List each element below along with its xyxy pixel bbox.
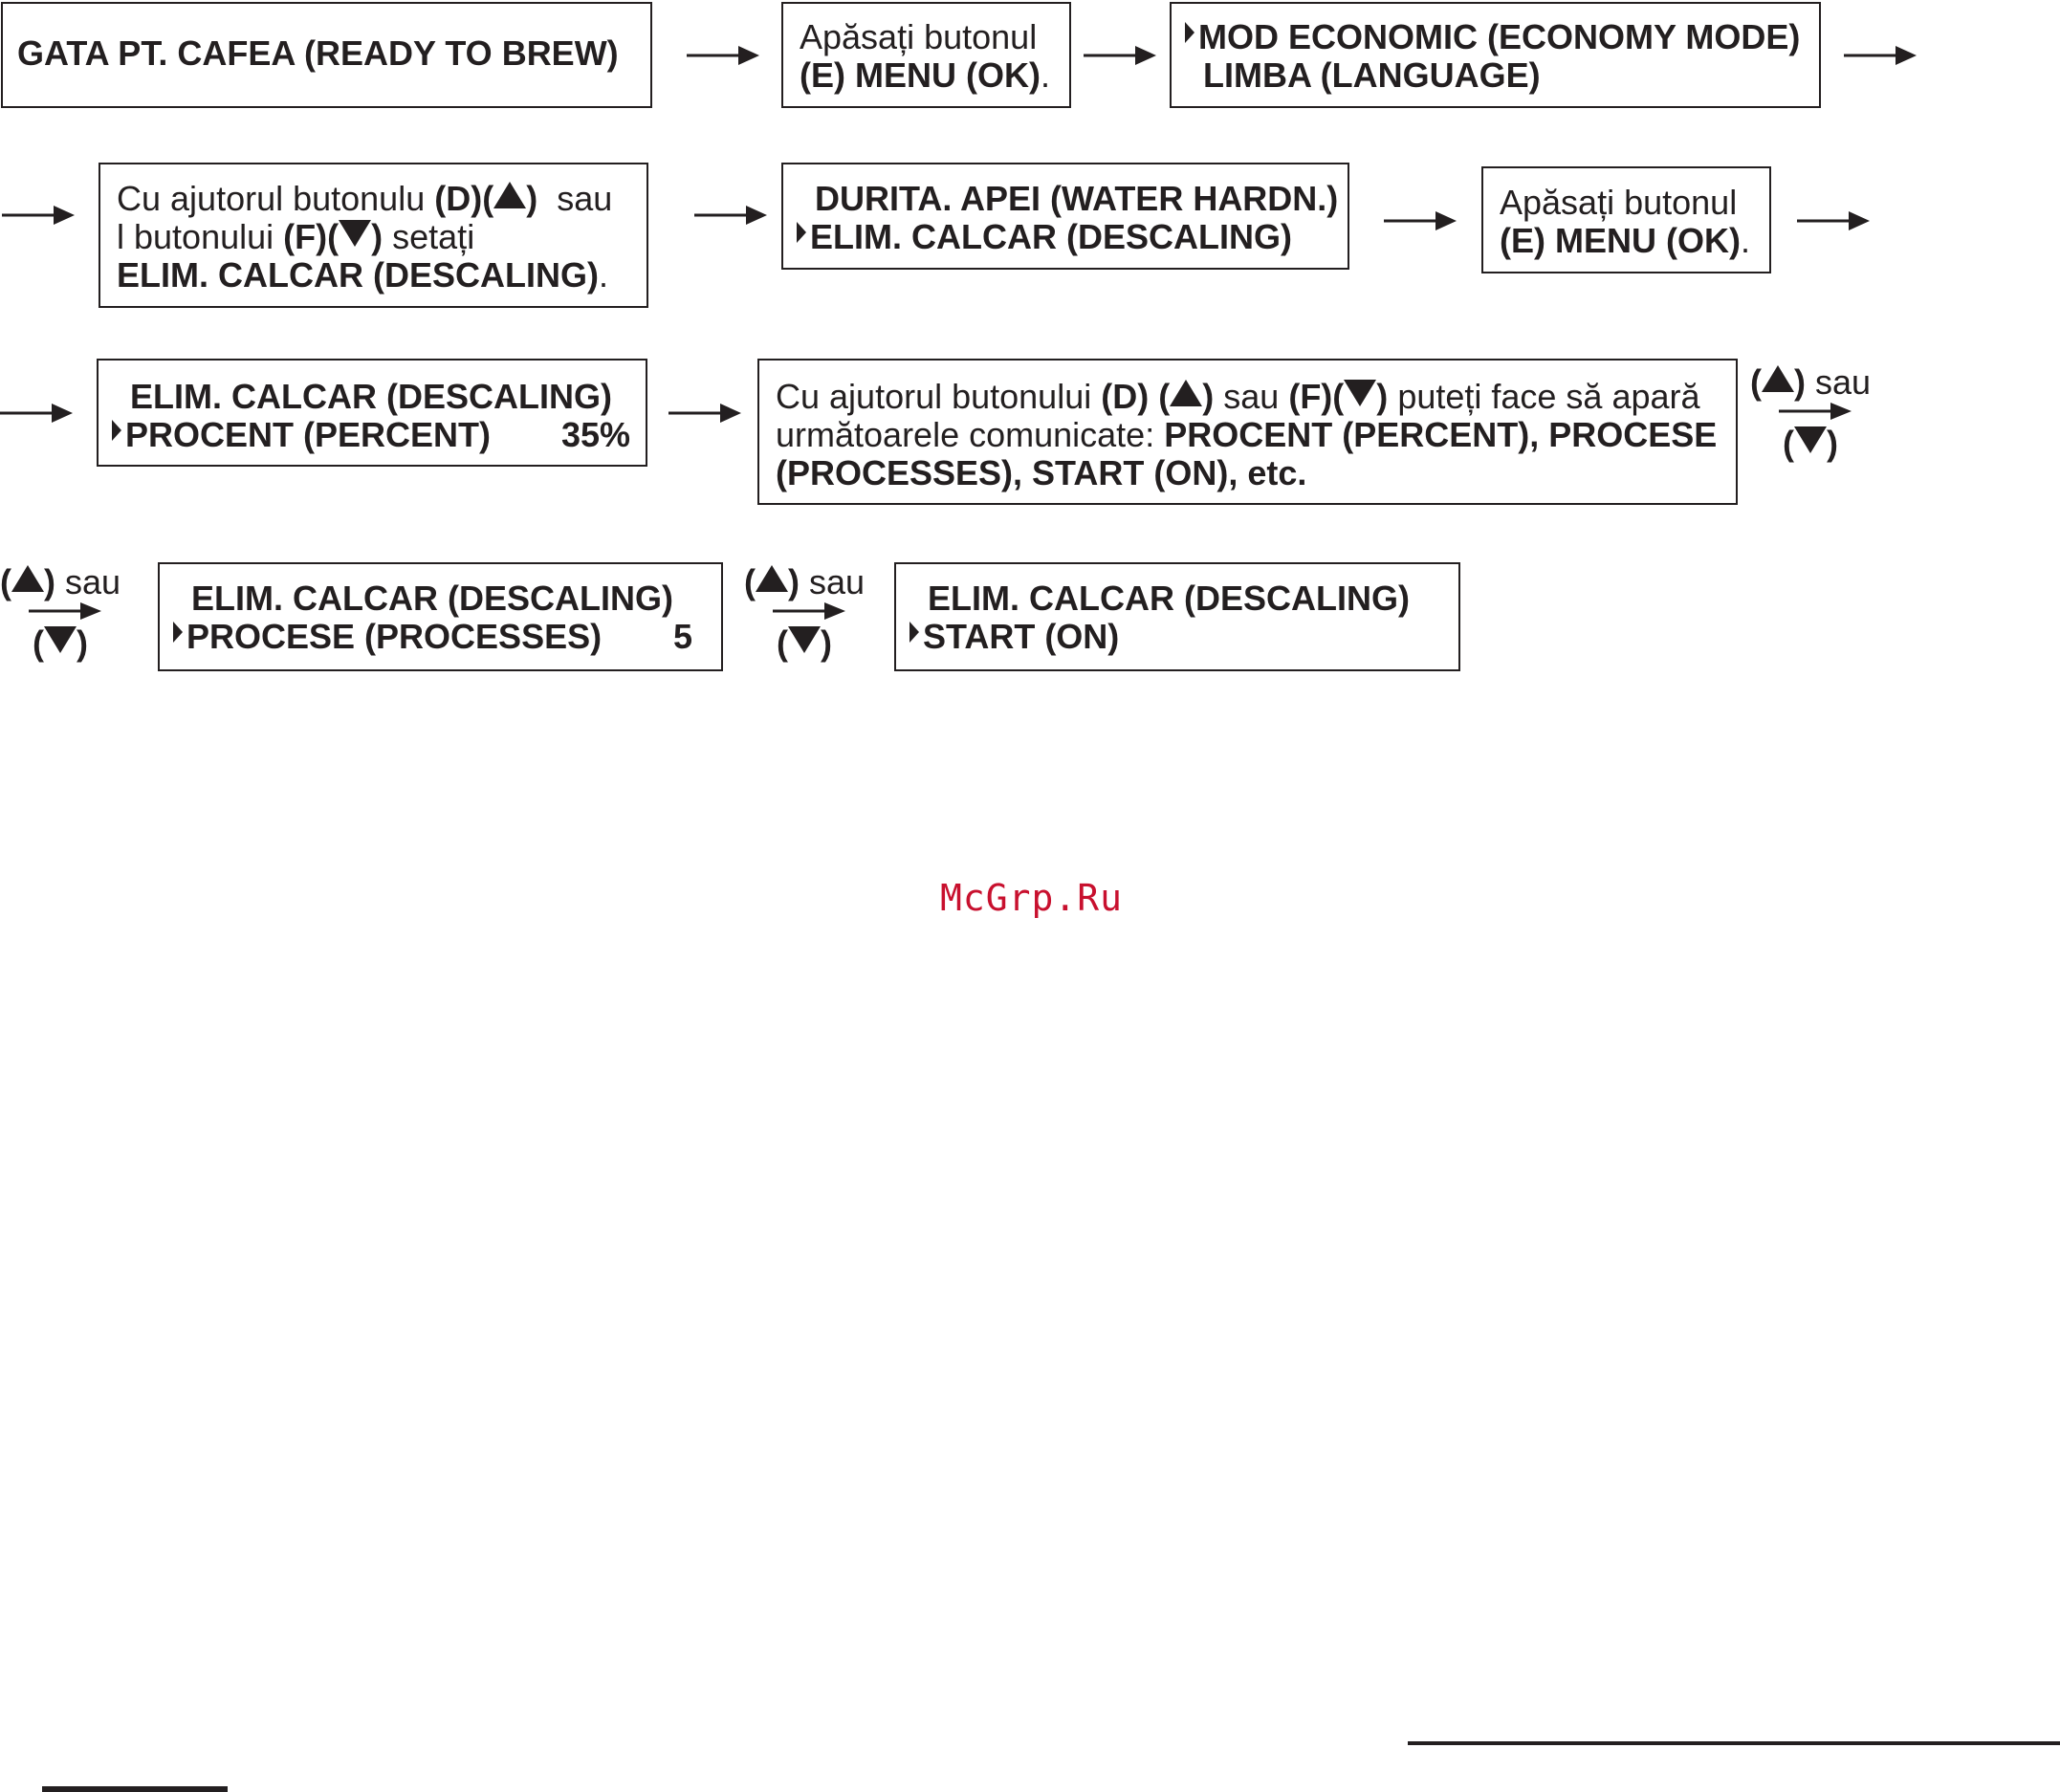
pointer-icon (1185, 22, 1194, 43)
language-item: LIMBA (LANGUAGE) (1203, 55, 1541, 95)
footer-rule (1408, 1741, 2060, 1745)
selector-arrow-icon (773, 601, 845, 621)
pointer-icon (909, 622, 919, 643)
pointer-icon (797, 222, 806, 243)
ready-to-brew-box (1, 2, 652, 108)
flow-arrow (687, 44, 759, 67)
start-display: ELIM. CALCAR (DESCALING) START (ON) (894, 562, 1460, 671)
water-hardness-menu-display: DURITA. APEI (WATER HARDN.) ELIM. CALCAR (DESCALING) (781, 163, 1349, 270)
up-down-selector: ( ) sau ( ) (1750, 362, 1872, 463)
selector-arrow-icon (1779, 402, 1852, 421)
economy-menu-display (1170, 2, 1821, 108)
ready-to-brew-text: GATA PT. CAFEA (READY TO BREW) (17, 33, 619, 73)
pointer-icon (173, 622, 183, 643)
down-triangle-icon (1794, 426, 1827, 453)
up-triangle-icon (756, 565, 788, 592)
flow-arrow (1844, 44, 1917, 67)
flow-arrow (2, 204, 75, 227)
up-triangle-icon (1762, 365, 1794, 392)
press-menu-box-1: Apăsați butonul (E) MENU (OK). (781, 2, 1071, 108)
watermark: McGrp.Ru (940, 877, 1124, 919)
press-menu-label: Apăsați butonul (800, 17, 1038, 56)
browse-messages-instruction: Cu ajutorul butonului (D) ( ) sau (F)( ) puteți face să apară următoarele comunicate: PROCENT (PERCENT), PROCESE (PROCESSES), START (ON), etc. (757, 359, 1738, 505)
menu-ok-key: (E) MENU (OK) (800, 55, 1041, 95)
flow-arrow (0, 402, 73, 425)
set-descaling-instruction: Cu ajutorul butonulu (D)( ) sau l butonului (F)( ) setați ELIM. CALCAR (DESCALING). (99, 163, 648, 308)
up-triangle-icon (1170, 380, 1202, 406)
percent-value: 35% (560, 415, 630, 454)
up-down-selector: ( ) sau ( ) (0, 562, 121, 663)
down-triangle-icon (1344, 380, 1376, 406)
processes-value: 5 (672, 617, 692, 656)
flow-arrow (694, 204, 767, 227)
press-menu-box-2: Apăsați butonul (E) MENU (OK). (1481, 166, 1771, 273)
processes-display: ELIM. CALCAR (DESCALING) PROCESE (PROCESSES) 5 (158, 562, 723, 671)
down-triangle-icon (44, 626, 77, 653)
flow-arrow (1384, 209, 1457, 232)
flow-arrow (668, 402, 741, 425)
down-triangle-icon (788, 626, 821, 653)
flow-arrow (1084, 44, 1156, 67)
footer-rule (42, 1786, 228, 1792)
flow-arrow (1797, 209, 1870, 232)
selector-arrow-icon (29, 601, 101, 621)
up-down-selector: ( ) sau ( ) (744, 562, 866, 663)
percent-display: ELIM. CALCAR (DESCALING) PROCENT (PERCENT) 35% (97, 359, 647, 467)
economy-mode-item: MOD ECONOMIC (ECONOMY MODE) (1198, 17, 1801, 56)
pointer-icon (112, 420, 121, 441)
up-triangle-icon (11, 565, 44, 592)
up-triangle-icon (493, 182, 526, 208)
down-triangle-icon (339, 220, 371, 247)
